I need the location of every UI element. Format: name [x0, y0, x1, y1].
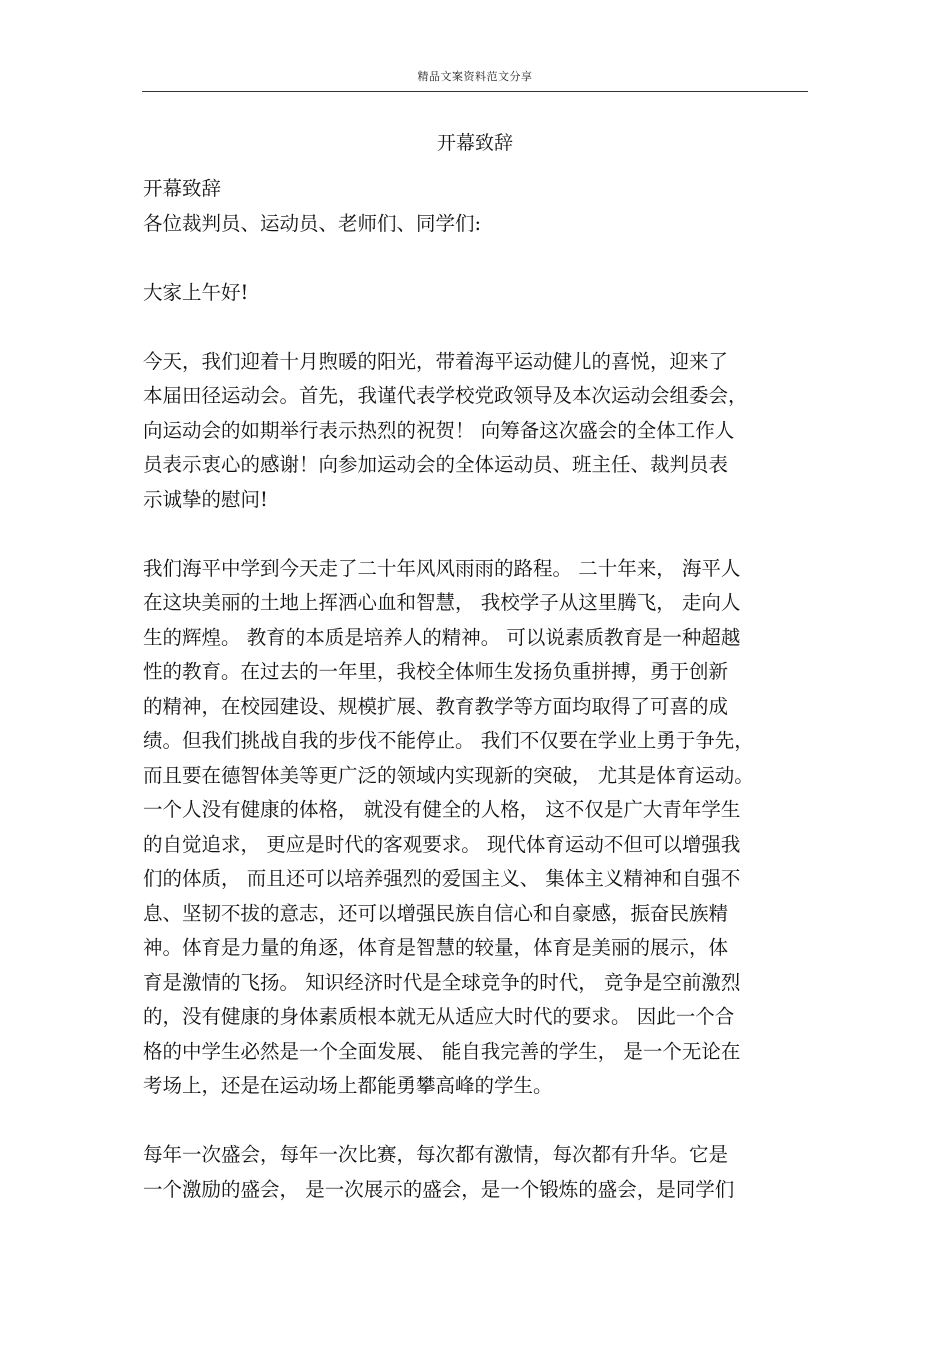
page-header: 精品文案资料范文分享 — [417, 70, 533, 83]
blank-line — [143, 310, 815, 345]
text-line: 性的教育。在过去的一年里，我校全体师生发扬负重拼搏，勇于创新 — [143, 660, 729, 683]
text-line: 神。体育是力量的角逐，体育是智慧的较量，体育是美丽的展示，体 — [143, 936, 729, 959]
text-line: 各位裁判员、运动员、老师们、同学们: — [143, 211, 482, 235]
text-line: 向运动会的如期举行表示热烈的祝贺！ 向筹备这次盛会的全体工作人 — [143, 418, 735, 442]
text-line: 一个激励的盛会， 是一次展示的盛会，是一个锻炼的盛会，是同学们 — [143, 1177, 735, 1201]
text-line: 大家上午好! — [143, 280, 249, 304]
text-line: 我们海平中学到今天走了二十年风风雨雨的路程。 二十年来， 海平人 — [143, 556, 741, 580]
text-line: 今天，我们迎着十月煦暖的阳光，带着海平运动健儿的喜悦，迎来了 — [143, 349, 729, 373]
text-line: 本届田径运动会。首先，我谨代表学校党政领导及本次运动会组委会， — [143, 384, 748, 407]
text-line: 每年一次盛会，每年一次比赛，每次都有激情，每次都有升华。它是 — [143, 1143, 729, 1166]
document-body — [143, 172, 815, 1207]
text-line: 员表示衷心的感谢！向参加运动会的全体运动员、班主任、裁判员表 — [143, 453, 729, 476]
text-line: 的，没有健康的身体素质根本就无从适应大时代的要求。 因此一个合 — [143, 1005, 735, 1028]
text-line: 一个人没有健康的体格， 就没有健全的人格， 这不仅是广大青年学生 — [143, 798, 741, 821]
text-line: 示诚挚的慰问! — [143, 487, 268, 511]
text-line: 绩。但我们挑战自我的步伐不能停止。 我们不仅要在学业上勇于争先， — [143, 729, 754, 752]
document-title: 开幕致辞 — [436, 132, 513, 154]
blank-line — [143, 517, 815, 552]
text-line: 生的辉煌。 教育的本质是培养人的精神。 可以说素质教育是一种超越 — [143, 625, 741, 649]
text-line: 在这块美丽的土地上挥洒心血和智慧， 我校学子从这里腾飞， 走向人 — [143, 591, 741, 614]
blank-line — [143, 241, 815, 276]
text-line: 格的中学生必然是一个全面发展、 能自我完善的学生， 是一个无论在 — [143, 1039, 741, 1063]
header-divider — [142, 91, 808, 92]
text-line: 育是激情的飞扬。 知识经济时代是全球竞争的时代， 竞争是空前激烈 — [143, 970, 741, 994]
text-line: 息、坚韧不拔的意志，还可以增强民族自信心和自豪感，振奋民族精 — [143, 901, 729, 925]
text-line: 的精神，在校园建设、规模扩展、教育教学等方面均取得了可喜的成 — [143, 694, 729, 718]
text-line: 们的体质， 而且还可以培养强烈的爱国主义、 集体主义精神和自强不 — [143, 867, 741, 890]
text-line: 的自觉追求， 更应是时代的客观要求。 现代体育运动不但可以增强我 — [143, 832, 741, 856]
blank-line — [143, 1104, 815, 1139]
text-line: 开幕致辞 — [143, 177, 222, 200]
text-line: 考场上，还是在运动场上都能勇攀高峰的学生。 — [143, 1074, 553, 1097]
text-line: 而且要在德智体美等更广泛的领域内实现新的突破， 尤其是体育运动。 — [143, 763, 754, 787]
